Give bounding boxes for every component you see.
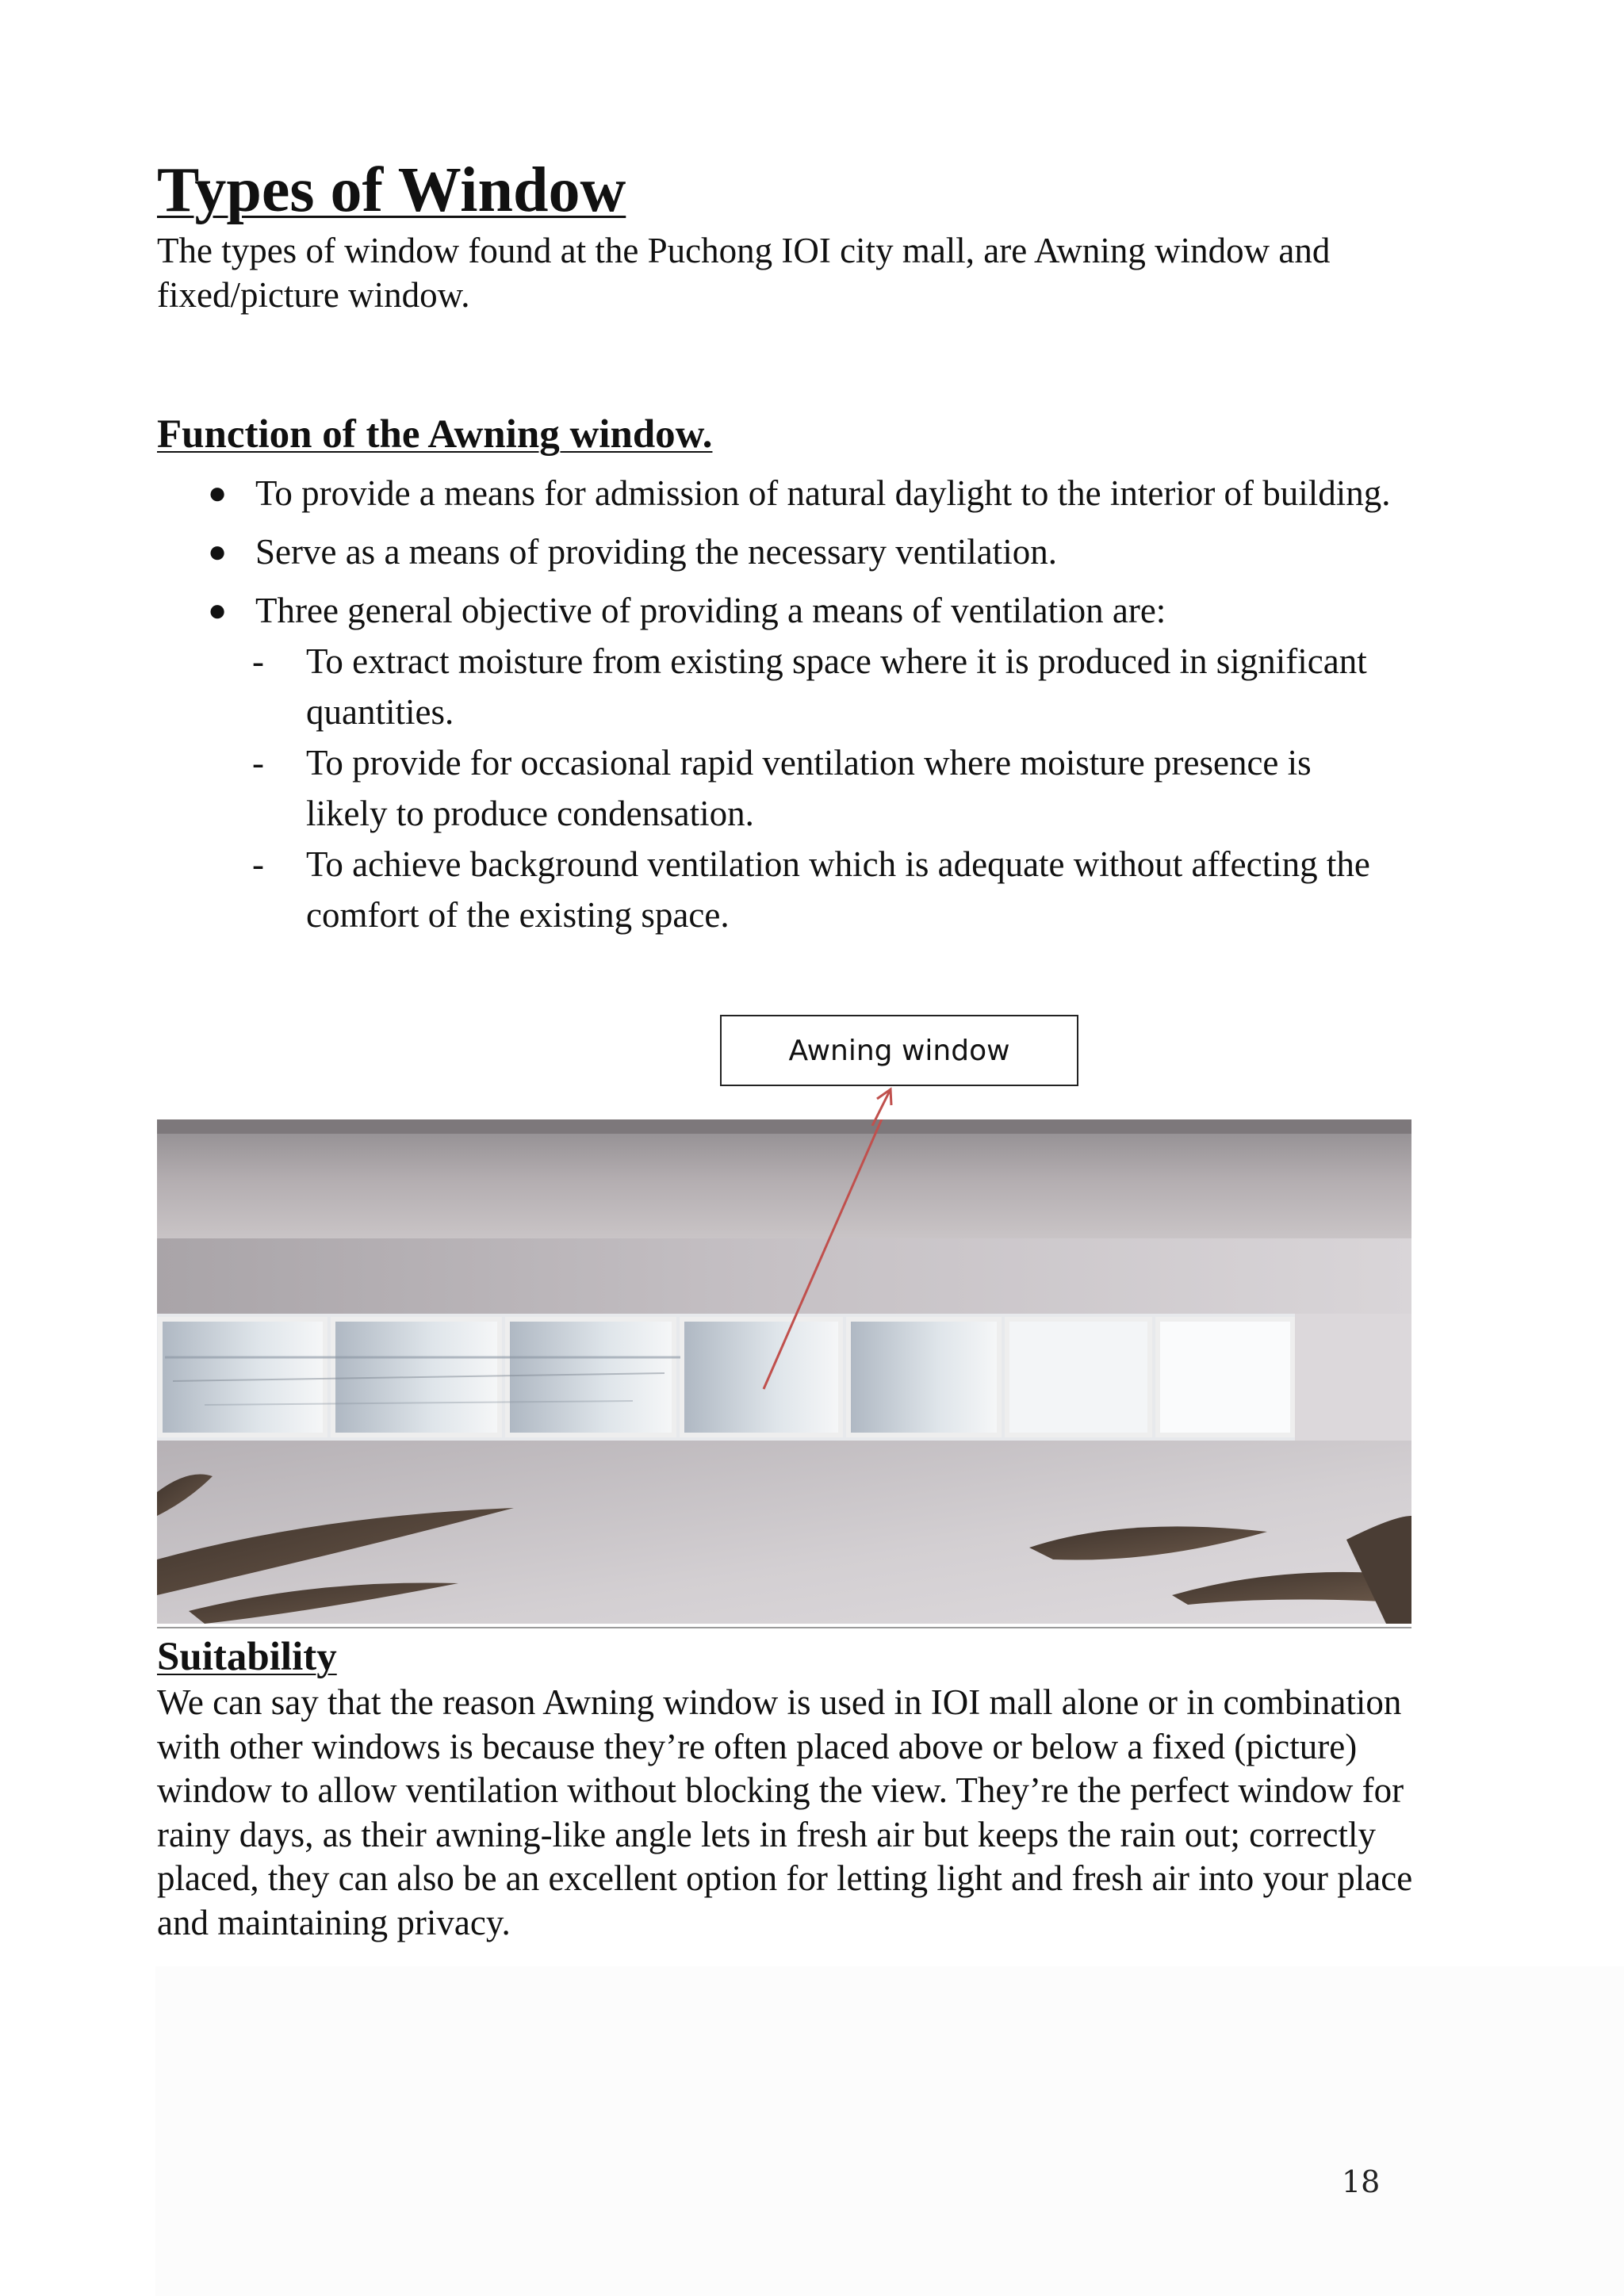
- bullet-text: Serve as a means of providing the necessary ventilation.: [255, 532, 1057, 572]
- page-title: Types of Window: [157, 155, 626, 225]
- awning-window-photo: [157, 1119, 1411, 1624]
- section-divider: [157, 1627, 1411, 1628]
- bullet-icon: ●: [208, 475, 228, 511]
- function-bullet-list: [157, 468, 1394, 948]
- page-number: 18: [1342, 2164, 1381, 2199]
- callout-arrow: [864, 1086, 896, 1126]
- awning-window-callout: Awning window: [720, 1015, 1078, 1086]
- sub-item: [157, 839, 1394, 940]
- bullet-item: [157, 585, 1394, 940]
- function-heading: Function of the Awning window.: [157, 412, 713, 457]
- bullet-text: To provide a means for admission of natural daylight to the interior of building.: [255, 473, 1391, 513]
- suitability-paragraph: We can say that the reason Awning window is used in IOI mall alone or in combination with other windows is because they’re often placed above or below a fixed (picture) window to allow ventilation without blocking the view. They’re the perfect window for rainy days, as their awning-like angle lets in fresh air but keeps the rain out; correctly placed, they can also be an excellent option for letting light and fresh air into your place and maintaining privacy.: [157, 1682, 1413, 1942]
- bullet-item: [157, 526, 1394, 577]
- bullet-icon: ●: [208, 534, 228, 569]
- scan-tint: [155, 1966, 1624, 2296]
- sub-item: [157, 636, 1394, 737]
- dash-icon: -: [252, 844, 264, 884]
- sub-item-text: To achieve background ventilation which is adequate without affecting the comfort of the existing space.: [306, 844, 1370, 935]
- bullet-icon: ●: [208, 592, 228, 628]
- bullet-item: [157, 468, 1394, 519]
- sub-item-text: To extract moisture from existing space where it is produced in significant quantities.: [306, 641, 1367, 732]
- dash-icon: -: [252, 743, 264, 783]
- dash-icon: -: [252, 641, 264, 681]
- bullet-text: Three general objective of providing a means of ventilation are:: [255, 591, 1166, 630]
- suitability-heading: Suitability: [157, 1635, 337, 1679]
- intro-paragraph: The types of window found at the Puchong IOI city mall, are Awning window and fixed/picture window.: [157, 231, 1331, 315]
- ventilation-objectives-list: [252, 636, 1394, 940]
- sub-item: [157, 737, 1394, 839]
- sub-item-text: To provide for occasional rapid ventilation where moisture presence is likely to produce condensation.: [306, 743, 1312, 833]
